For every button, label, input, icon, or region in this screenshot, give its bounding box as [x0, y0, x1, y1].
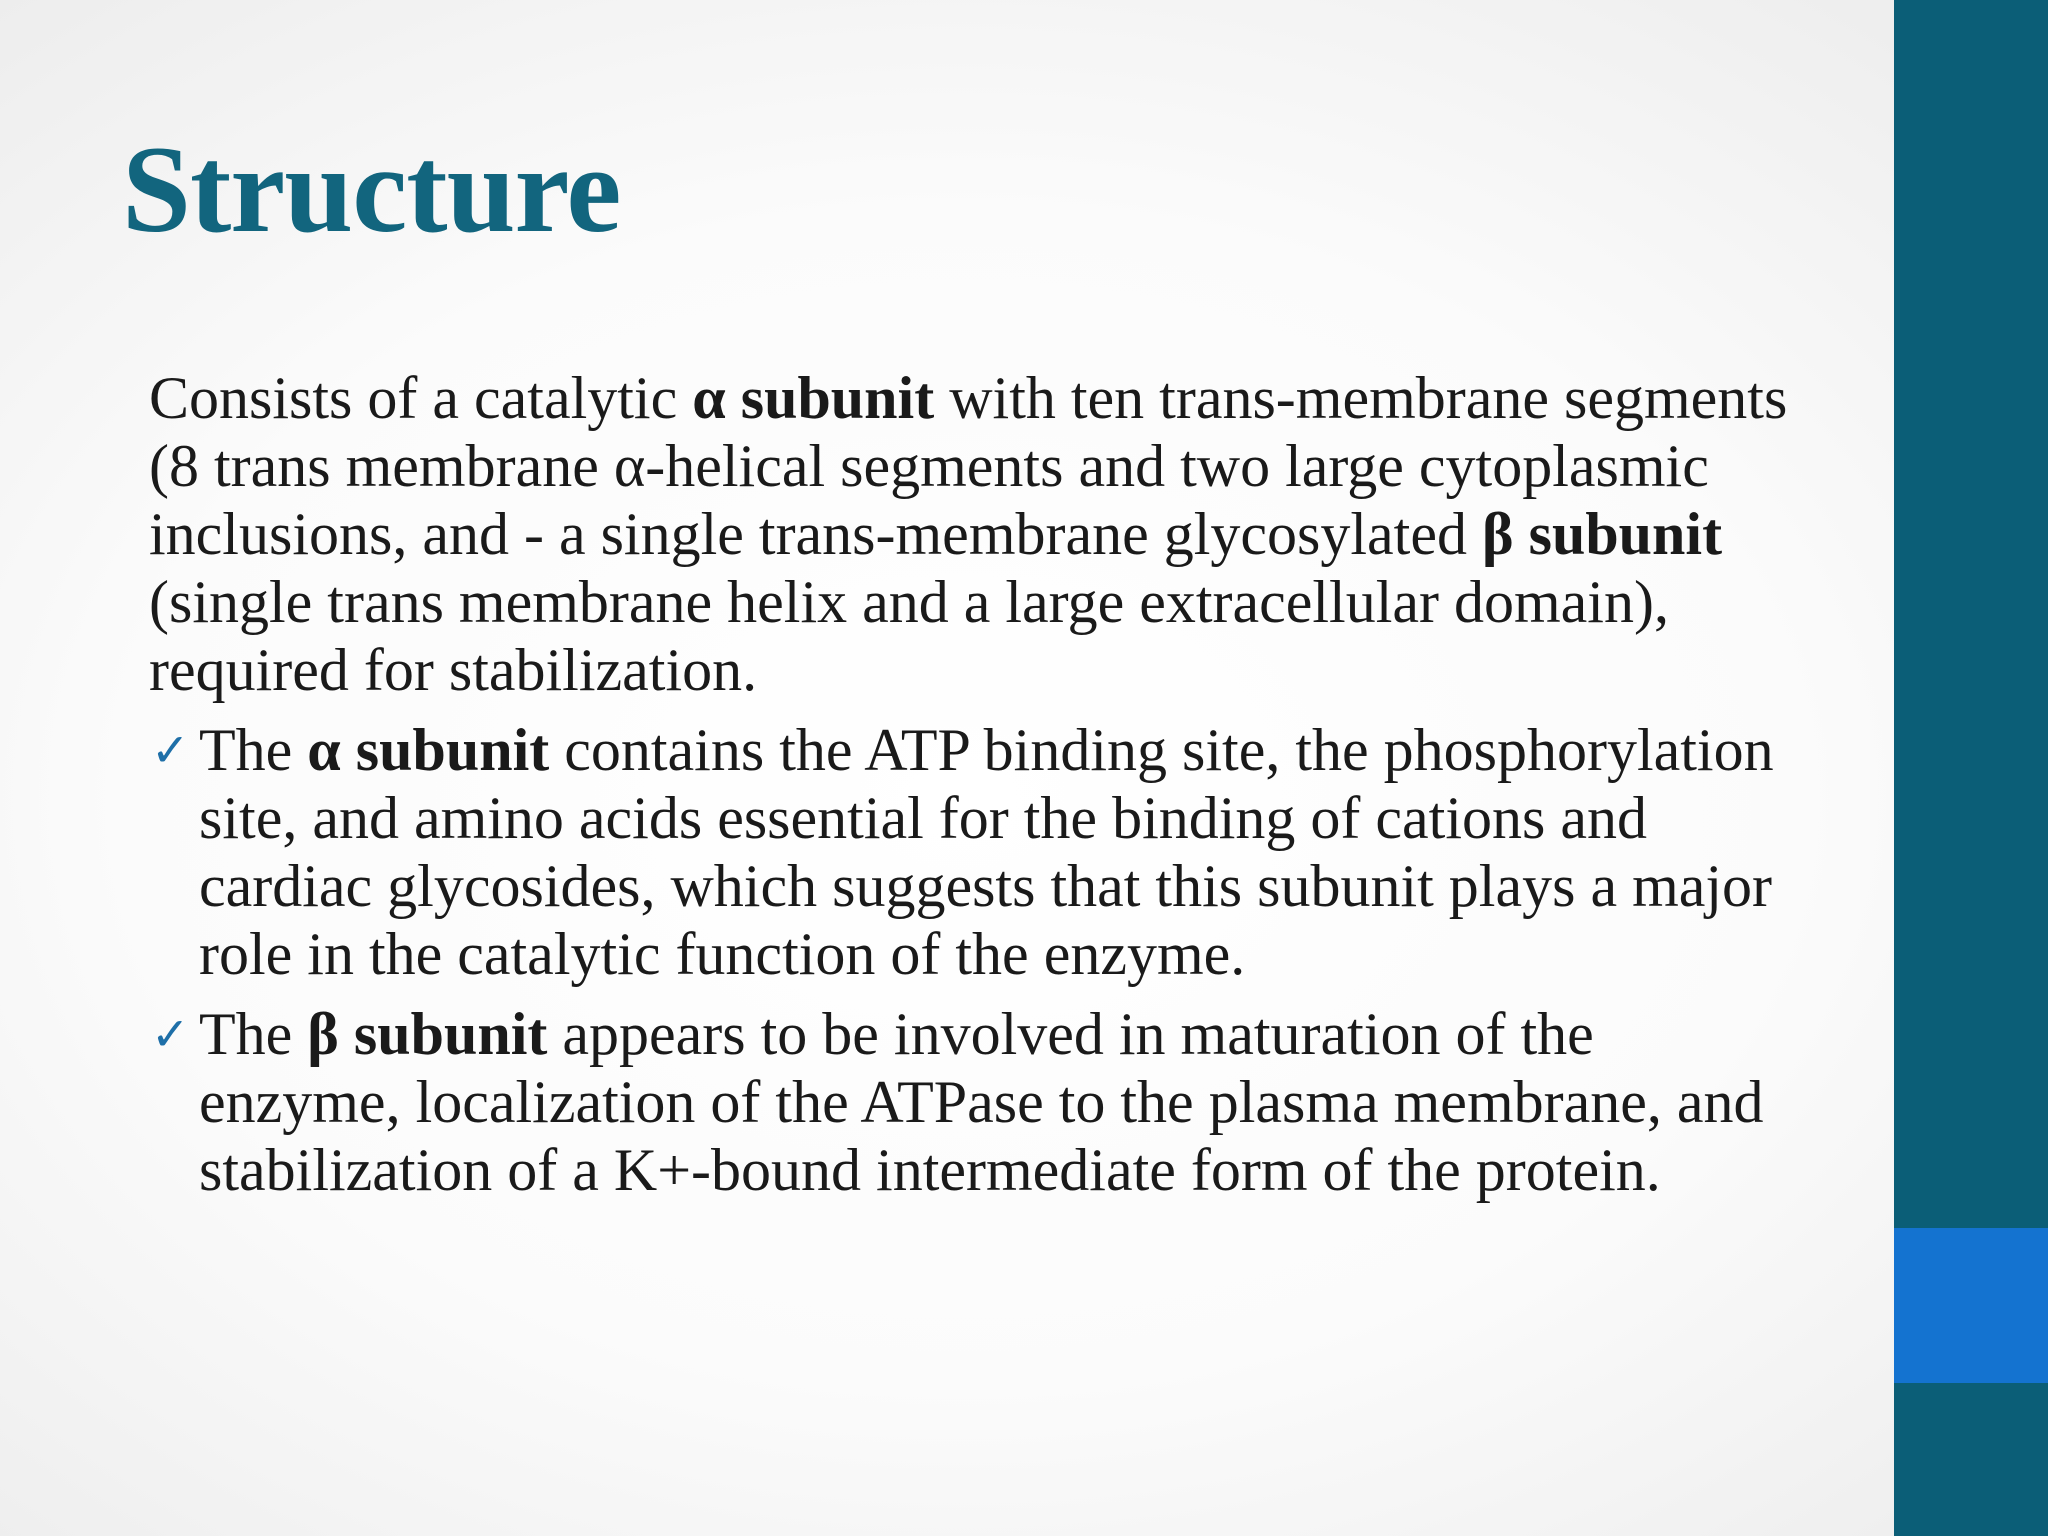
theme-sidebar: [1894, 0, 2048, 1536]
intro-paragraph: [149, 364, 1789, 704]
slide-body: [149, 364, 1789, 1216]
intro-bold-alpha: α subunit: [692, 365, 935, 431]
bullet-text-pre: The: [199, 717, 308, 783]
bullet-bold: β subunit: [307, 1001, 548, 1067]
bullet-alpha-subunit: [149, 716, 1789, 988]
check-icon: ✓: [151, 1007, 190, 1061]
bullet-text-post: appears to be involved in maturation of the enzyme, localization of the ATPase to the plasma membrane, and stabilization of a K+-bound intermediate form of the protein.: [199, 1001, 1764, 1203]
intro-text-1: Consists of a catalytic: [149, 365, 693, 431]
bullet-text-pre: The: [199, 1001, 308, 1067]
intro-bold-beta: β subunit: [1481, 501, 1723, 567]
theme-sidebar-accent: [1894, 1228, 2048, 1383]
check-icon: ✓: [151, 723, 190, 777]
bullet-beta-subunit: [149, 1000, 1789, 1204]
bullet-bold: α subunit: [307, 717, 550, 783]
slide-title: Structure: [122, 121, 621, 258]
intro-text-3: (single trans membrane helix and a large extracellular domain), required for stabilization.: [149, 569, 1669, 703]
bullet-text-post: contains the ATP binding site, the phosphorylation site, and amino acids essential for the binding of cations and cardiac glycosides, which suggests that this subunit plays a major role in the catalytic function of the enzyme.: [199, 717, 1774, 987]
intro-text-2: with ten trans-membrane segments (8 trans membrane α-helical segments and two large cytoplasmic inclusions, and - a single trans-membrane glycosylated: [149, 365, 1788, 567]
